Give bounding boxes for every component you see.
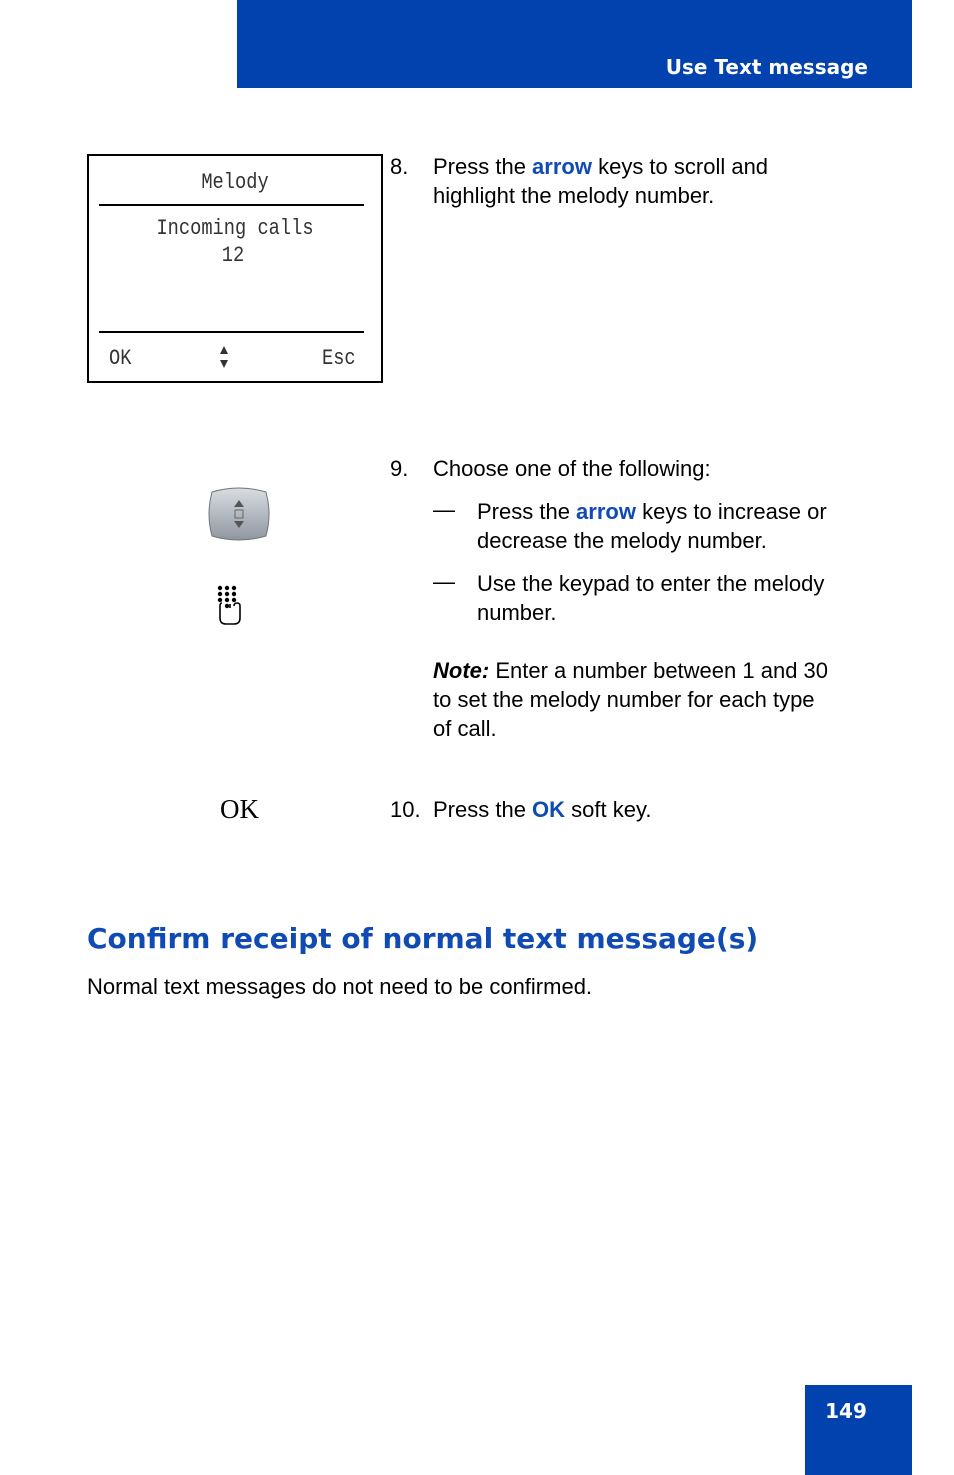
step-8-line2: highlight the melody number.: [433, 183, 715, 208]
display-line-1: Incoming calls: [156, 216, 314, 241]
ok-softkey-label: OK: [220, 794, 259, 824]
display-divider-bottom: [99, 331, 364, 333]
display-line-2: 12: [221, 243, 245, 268]
step-10-keyword: OK: [532, 797, 566, 822]
note-line1: Enter a number between 1 and 30: [489, 658, 829, 683]
up-down-arrow-icon: [218, 344, 230, 370]
step-8-keyword: arrow: [532, 154, 592, 179]
section-body: Normal text messages do not need to be confirmed.: [87, 974, 593, 999]
option-1-keyword: arrow: [576, 499, 636, 524]
option-1-dash: —: [433, 497, 455, 522]
header-bar: [237, 0, 912, 88]
option-1-line2: decrease the melody number.: [477, 528, 767, 553]
step-8-pre: Press the: [433, 154, 533, 179]
phone-display: [87, 154, 383, 383]
option-2-line2: number.: [477, 600, 557, 625]
option-1-pre: Press the: [477, 499, 577, 524]
option-1-text: [477, 497, 827, 555]
header-title: Use Text message: [665, 55, 868, 79]
note-text: [433, 656, 828, 743]
keypad-icon: [216, 584, 244, 626]
step-9-number: 9.: [390, 456, 409, 481]
step-9-intro: Choose one of the following:: [433, 456, 711, 481]
note-line2: to set the melody number for each type: [433, 687, 815, 712]
option-2-dash: —: [433, 569, 455, 594]
display-divider-top: [99, 204, 364, 206]
note-line3: of call.: [433, 716, 497, 741]
step-8-text: [433, 152, 768, 210]
option-2-text: [477, 569, 824, 627]
step-10-pre: Press the: [433, 797, 533, 822]
step-10-post: soft key.: [565, 797, 652, 822]
page-number-badge: [805, 1385, 912, 1475]
navigation-key-icon: [206, 486, 272, 542]
step-10-text: [433, 795, 651, 824]
step-8-number: 8.: [390, 154, 409, 179]
step-8-post: keys to scroll and: [591, 154, 769, 179]
page-number: 149: [825, 1399, 867, 1423]
display-title: Melody: [201, 170, 269, 195]
step-10-number: 10.: [390, 797, 421, 822]
display-softkey-ok[interactable]: OK: [108, 346, 132, 371]
section-title: Confirm receipt of normal text message(s): [87, 922, 759, 955]
option-1-post: keys to increase or: [635, 499, 827, 524]
note-label: Note:: [433, 658, 490, 683]
option-2-line1: Use the keypad to enter the melody: [477, 571, 825, 596]
display-softkey-esc[interactable]: Esc: [322, 346, 357, 371]
